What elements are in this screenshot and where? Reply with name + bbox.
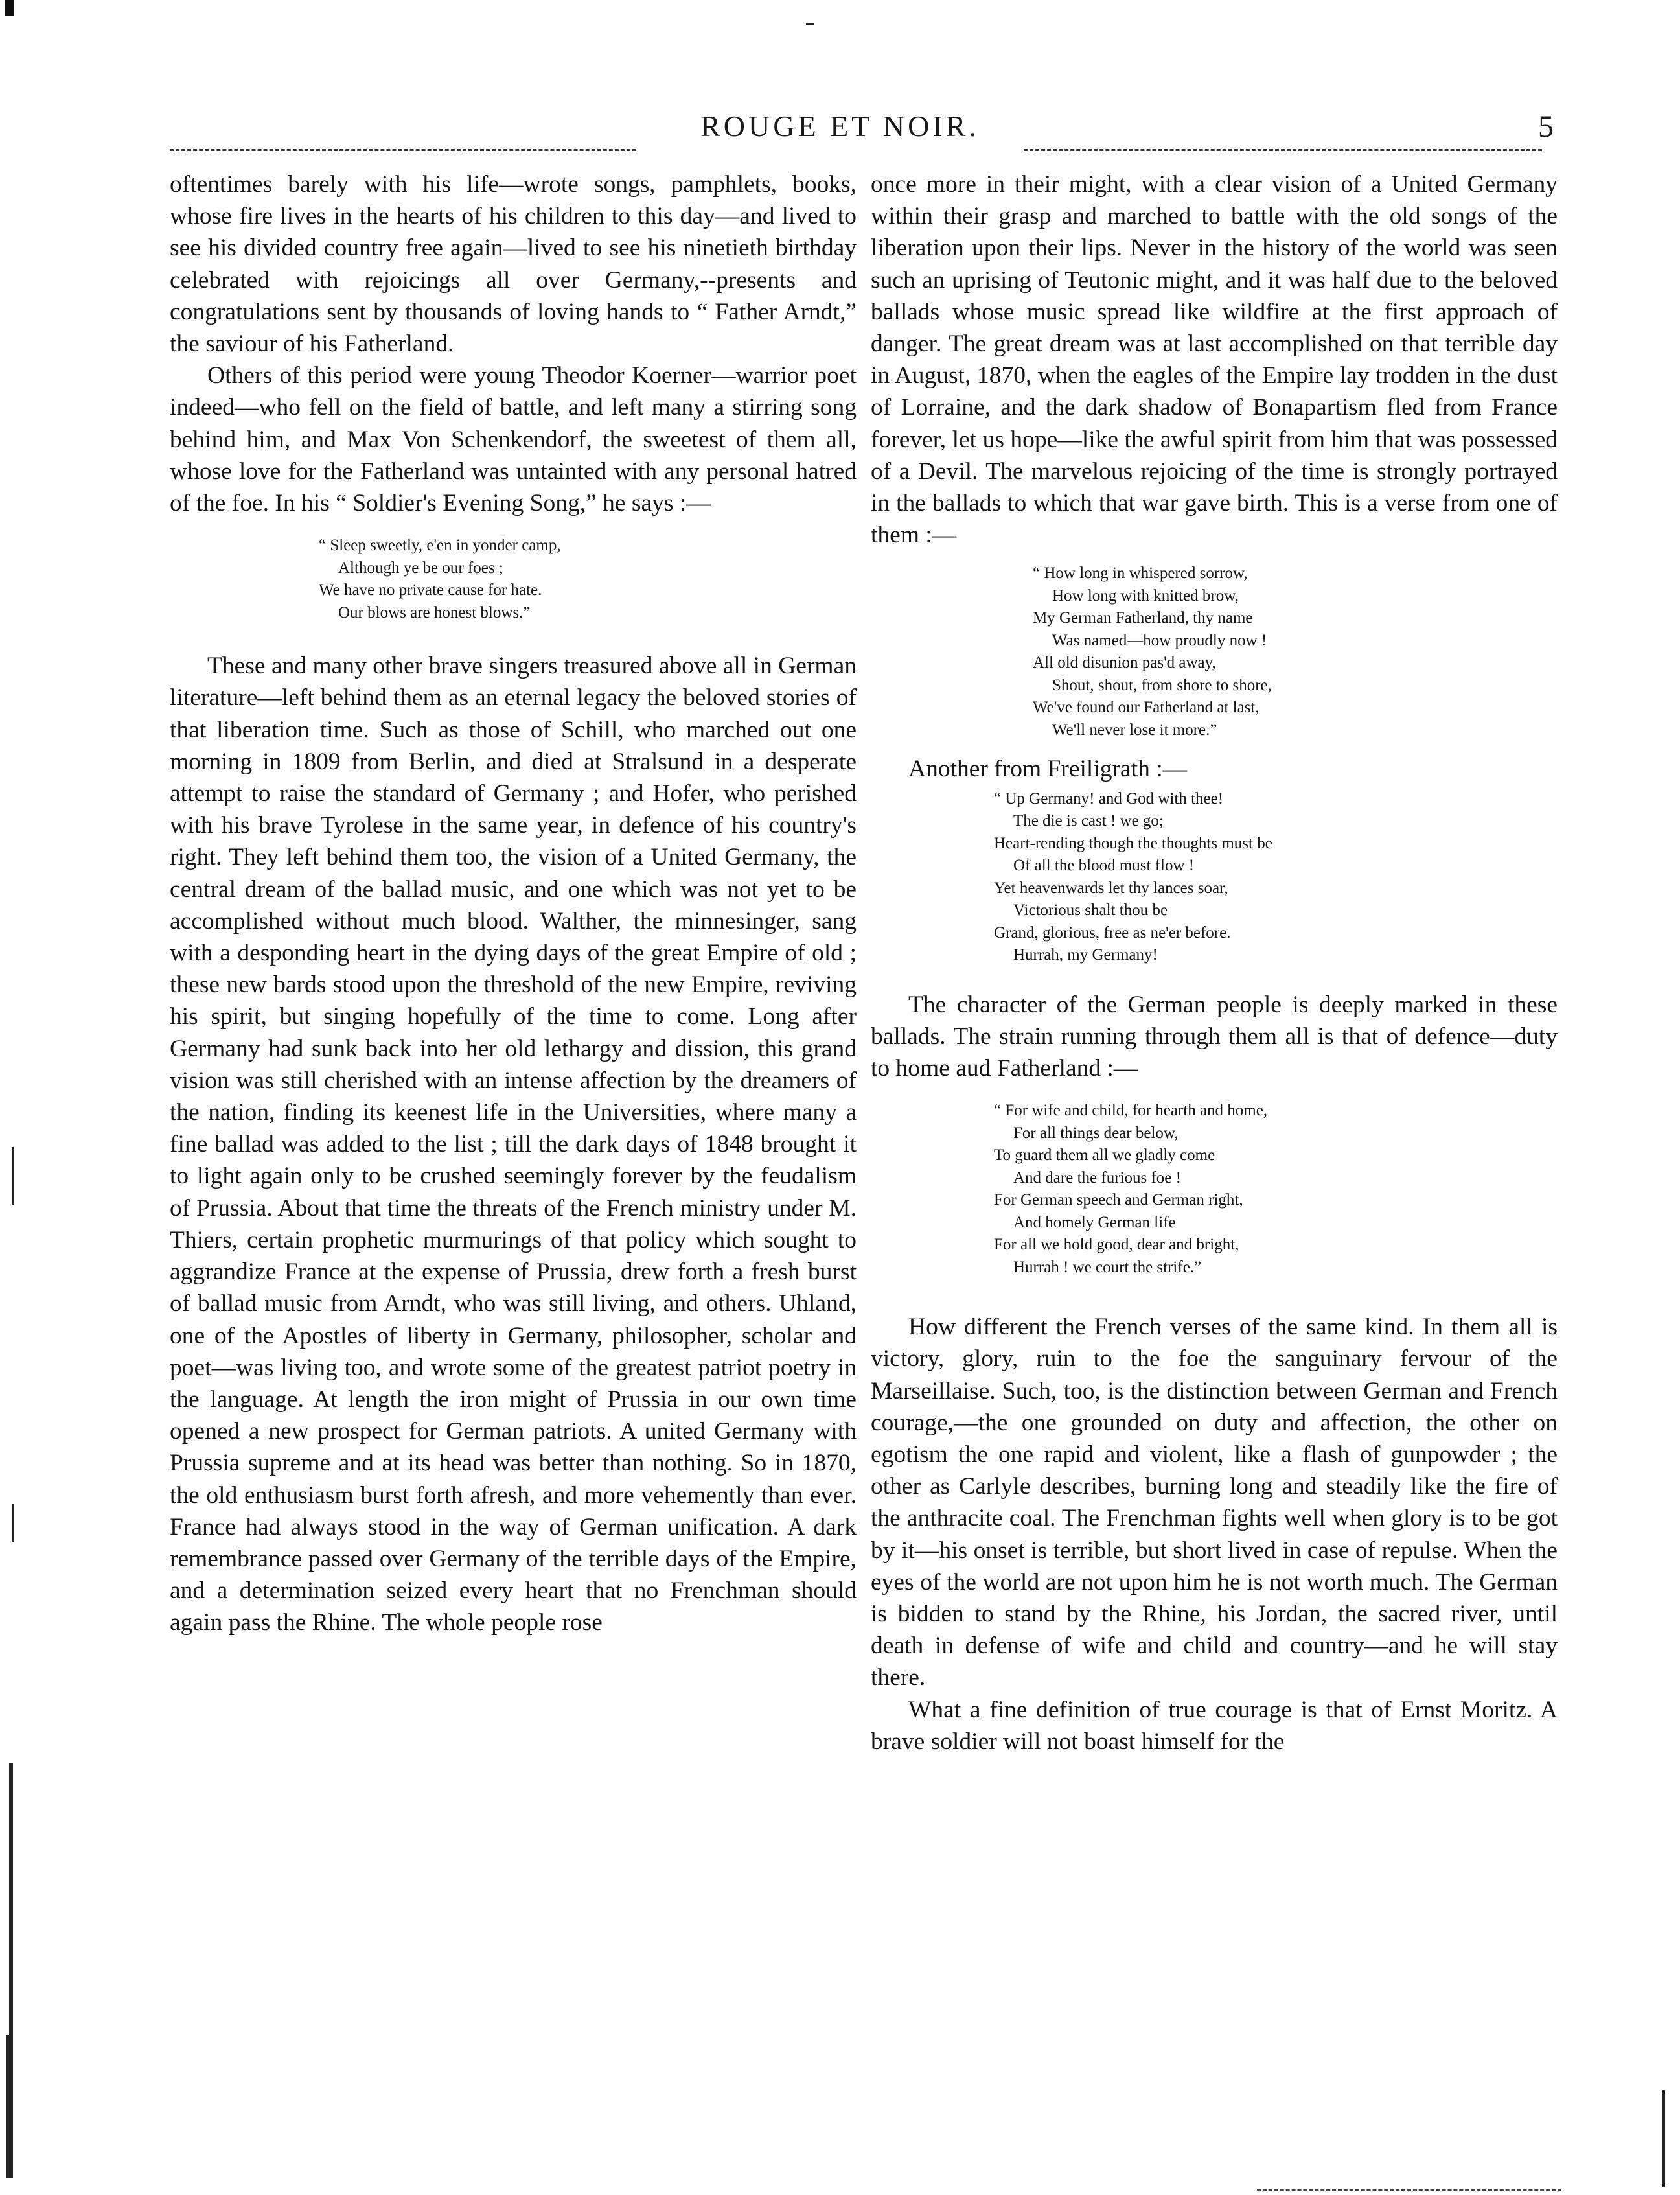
verse-line: And homely German life [1013,1213,1176,1231]
verse-line: Grand, glorious, free as ne'er before. [994,923,1231,942]
verse-line: My German Fatherland, thy name [1033,609,1253,627]
verse-line: We have no private cause for hate. [319,581,542,599]
verse-line: Was named—how proudly now ! [1052,631,1267,649]
verse-line: Yet heavenwards let thy lances soar, [994,879,1228,897]
paragraph: How different the French verses of the same kind. In them all is victory, glory, ruin to the foe the sanguinary fervour of the Marseillaise. Such, too, is the distinction between German and French courage,—the one grounded on duty and affection, the other on egotism the one rapid and violent, like a flash of gunpowder ; the other as Carlyle describes, burning long and steadily like the fire of the anthracite coal. The Frenchman fights well when glory is to be got by it—his onset is terrible, but short lived in case of repulse. When the eyes of the world are not upon him he is not worth much. The German is bidden to stand by the Rhine, his Jordan, the sacred river, until death in defense of wife and child and country—and he will stay there. [871,1314,1558,1691]
verse-line: “ Sleep sweetly, e'en in yonder camp, [319,537,561,555]
right-edge-mark [1662,2090,1665,2187]
verse-block [319,535,857,624]
corner-mark [5,0,14,16]
verse-line: And dare the furious foe ! [1013,1168,1181,1187]
bottom-rule [1257,2189,1561,2191]
left-column [170,168,857,1639]
verse-line: For all we hold good, dear and bright, [994,1236,1239,1254]
verse-line: “ For wife and child, for hearth and home, [994,1102,1268,1120]
verse-line: Of all the blood must flow ! [1013,857,1195,875]
paragraph: oftentimes barely with his life—wrote songs, pamphlets, books, whose fire lives in the hearts of his children to this day—and lived to see his divided country free again—lived to see his ninetieth birthday celebrated with rejoicings all over Germany,--presents and congratulations sent by thousands of loving hands to “ Father Arndt,” the saviour of his Fatherland. [170,171,857,358]
running-title: ROUGE ET NOIR. [700,110,980,143]
verse-block [1033,563,1558,741]
verse-line: “ How long in whispered sorrow, [1033,564,1248,583]
right-column [871,168,1558,1758]
paragraph: The character of the German people is deeply marked in these ballads. The strain running through them all is that of defence—duty to home aud Fatherland :— [871,991,1558,1082]
verse-line: For all things dear below, [1013,1124,1179,1142]
paragraph: Others of this period were young Theodor Koerner—warrior poet indeed—who fell on the field of battle, and left many a stirring song behind him, and Max Von Schenkendorf, the sweetest of them all, whose love for the Fatherland was untainted with any personal hatred of the foe. In his “ Soldier's Evening Song,” he says :— [170,362,857,517]
paragraph: These and many other brave singers treasured above all in German literature—left behind them as an eternal legacy the beloved stories of that liberation time. Such as those of Schill, who marched out one morning in 1809 from Berlin, and died at Stralsund in a desperate attempt to raise the standard of Germany ; and Hofer, who perished with his brave Tyrolese in the same year, in defence of his country's right. They left behind them too, the vision of a United Germany, the central dream of the ballad music, and one which was not yet to be accomplished without much blood. Walther, the minnesinger, sang with a desponding heart in the dying days of the great Empire of old ; these new bards stood upon the threshold of the new Empire, reviving his spirit, but singing hopefully of the time to come. Long after Germany had sunk back into her old lethargy and dission, this grand vision was still cherished with an intense affection by the dreamers of the nation, finding its keenest life in the Universities, where many a fine ballad was added to the list ; till the dark days of 1848 brought it to light again only to be crushed seemingly forever by the feudalism of Prussia. About that time the threats of the French ministry under M. Thiers, certain prophetic murmurings of that policy which sought to aggrandize France at the expense of Prussia, drew forth a fresh burst of ballad music from Arndt, who was still living, and others. Uhland, one of the Apostles of liberty in Germany, philosopher, scholar and poet—was living too, and wrote some of the greatest patriot poetry in the language. At length the iron might of Prussia in our own time opened a new prospect for German patriots. A united Germany with Prussia supreme and at its head was better than nothing. So in 1870, the old enthusiasm burst forth afresh, and more vehemently than ever. France had always stood in the way of German unification. A dark remembrance passed over Germany of the terrible days of the Empire, and a determination seized every heart that no Frenchman should again pass the Rhine. The whole people rose [170,653,857,1636]
paragraph: What a fine definition of true courage is that of Ernst Moritz. A brave soldier will not boast himself for the [871,1696,1558,1755]
verse-line: “ Up Germany! and God with thee! [994,789,1224,807]
verse-line: The die is cast ! we go; [1013,812,1164,830]
margin-mark [12,1504,14,1542]
header-rule-right [1024,149,1542,152]
verse-line: For German speech and German right, [994,1191,1243,1209]
verse-line: Hurrah ! we court the strife.” [1013,1258,1202,1276]
running-header [0,109,1680,148]
page-number: 5 [1538,110,1554,144]
verse-block [994,1100,1558,1279]
verse-line: How long with knitted brow, [1052,586,1239,605]
verse-line: All old disunion pas'd away, [1033,654,1216,672]
verse-block [994,788,1558,967]
verse-line: To guard them all we gladly come [994,1146,1215,1165]
verse-line: We've found our Fatherland at last, [1033,699,1260,717]
margin-mark [12,1147,14,1205]
verse-line: Although ye be our foes ; [338,559,503,577]
paragraph: once more in their might, with a clear vision of a United Germany within their grasp and marched to battle with the old songs of the liberation upon their lips. Never in the history of the world was seen such an uprising of Teutonic might, and it was half due to the beloved ballads whose music spread like wildfire at the first approach of danger. The great dream was at last accomplished on that terrible day in August, 1870, when the eagles of the Empire lay trodden in the dust of Lorraine, and the dark shadow of Bonapartism fled from France forever, let us hope—like the awful spirit from him that was possessed of a Devil. The marvelous rejoicing of the time is strongly portrayed in the ballads to which that war gave birth. This is a verse from one of them :— [871,171,1558,549]
verse-line: Hurrah, my Germany! [1013,946,1158,964]
verse-line: We'll never lose it more.” [1052,721,1217,739]
paragraph: Another from Freiligrath :— [908,756,1188,783]
verse-line: Victorious shalt thou be [1013,901,1168,920]
margin-mark [6,2035,13,2178]
top-tick-mark [806,23,814,25]
margin-mark [9,1763,13,2035]
verse-line: Our blows are honest blows.” [338,603,531,621]
verse-line: Shout, shout, from shore to shore, [1052,676,1272,694]
header-rule-left [170,149,636,152]
verse-line: Heart-rending though the thoughts must be [994,834,1272,852]
